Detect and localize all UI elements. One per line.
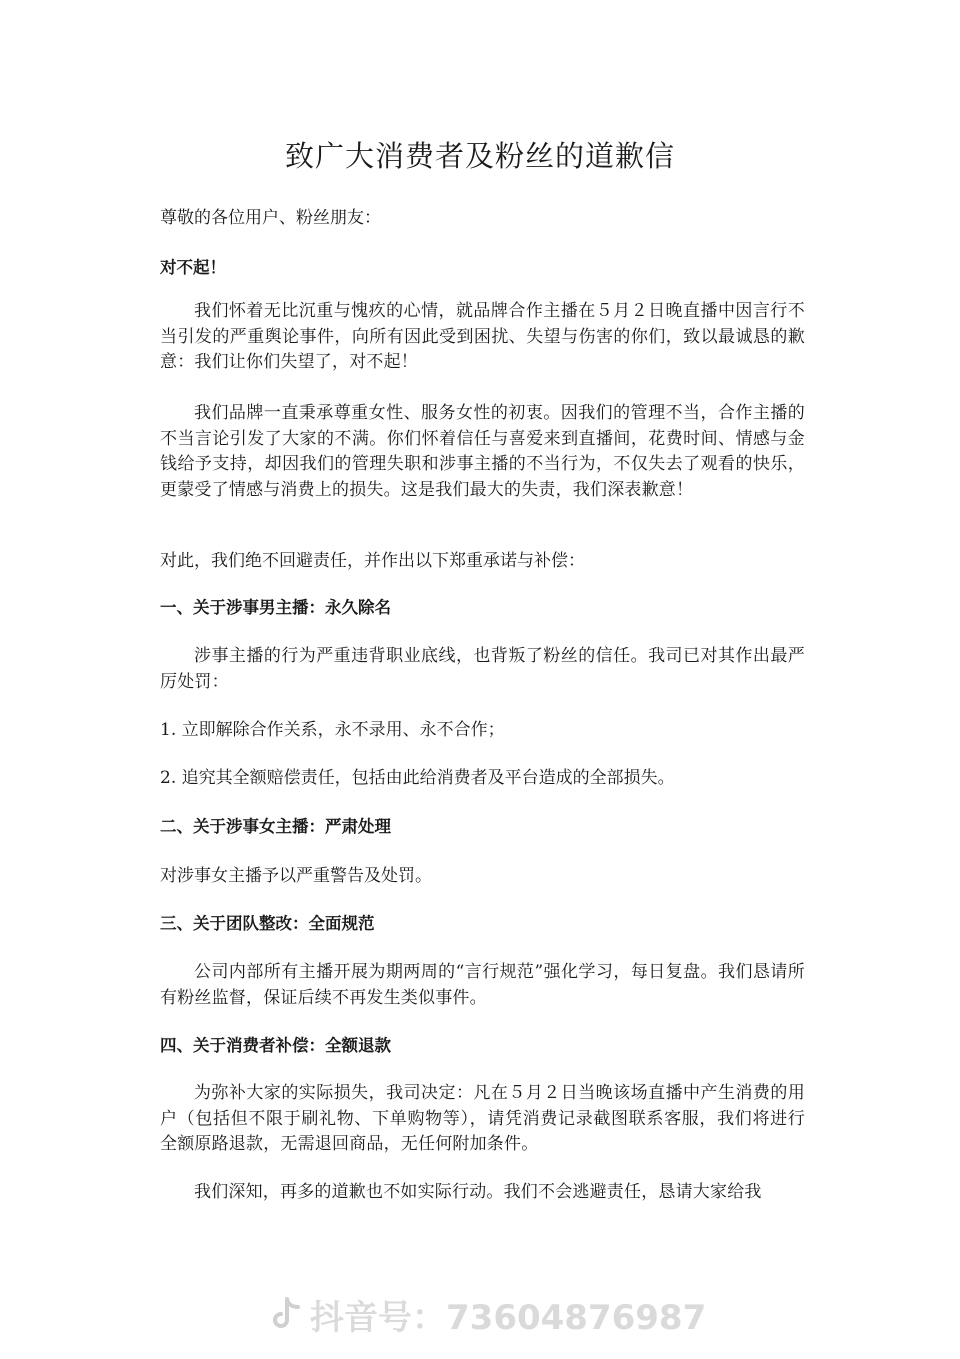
paragraph-2: 我们品牌一直秉承尊重女性、服务女性的初衷。因我们的管理不当，合作主播的不当言论引发了大家的不满。你们怀着信任与喜爱来到直播间，花费时间、情感与金钱给予支持，却因我们的管理失职和涉事主播的不当行为，不仅失去了观看的快乐，更蒙受了情感与消费上的损失。这是我们最大的失责，我们深表歉意！ [160, 403, 805, 500]
apology-heading: 对不起！ [160, 258, 226, 277]
greeting: 尊敬的各位用户、粉丝朋友： [160, 208, 381, 228]
section-3-text: 公司内部所有主播开展为期两周的“言行规范”强化学习，每日复盘。我们恳请所有粉丝监督，保证后续不再发生类似事件。 [160, 962, 805, 1008]
section-2-text: 对涉事女主播予以严重警告及处罚。 [160, 866, 432, 886]
section-1-item-1: 1. 立即解除合作关系，永不录用、永不合作； [160, 720, 505, 740]
section-4-heading: 四、关于消费者补偿：全额退款 [160, 1036, 391, 1055]
section-1-text: 涉事主播的行为严重违背职业底线，也背叛了粉丝的信任。我司已对其作出最严厉处罚： [160, 646, 805, 692]
watermark-text: 抖音号：73604876987 [310, 1297, 707, 1338]
douyin-watermark [272, 1290, 706, 1338]
section-1-item-2: 2. 追究其全额赔偿责任，包括由此给消费者及平台造成的全部损失。 [160, 768, 675, 788]
commitment-intro: 对此，我们绝不回避责任，并作出以下郑重承诺与补偿： [160, 551, 585, 571]
section-4-text: 为弥补大家的实际损失，我司决定：凡在５月２日当晚该场直播中产生消费的用户（包括但不限于刷礼物、下单购物等），请凭消费记录截图联系客服，我们将进行全额原路退款，无需退回商品，无任何附加条件。 [160, 1083, 805, 1154]
section-2-heading: 二、关于涉事女主播：严肃处理 [160, 817, 391, 836]
douyin-logo-icon [272, 1297, 302, 1331]
section-1-heading: 一、关于涉事男主播：永久除名 [160, 598, 391, 617]
paragraph-1: 我们怀着无比沉重与愧疚的心情，就品牌合作主播在５月２日晚直播中因言行不当引发的严重舆论事件，向所有因此受到困扰、失望与伤害的你们，致以最诚恳的歉意：我们让你们失望了，对不起！ [160, 301, 805, 372]
closing-text: 我们深知，再多的道歉也不如实际行动。我们不会逃避责任，恳请大家给我 [194, 1182, 762, 1202]
letter-title: 致广大消费者及粉丝的道歉信 [284, 139, 675, 173]
section-3-heading: 三、关于团队整改：全面规范 [160, 914, 375, 933]
